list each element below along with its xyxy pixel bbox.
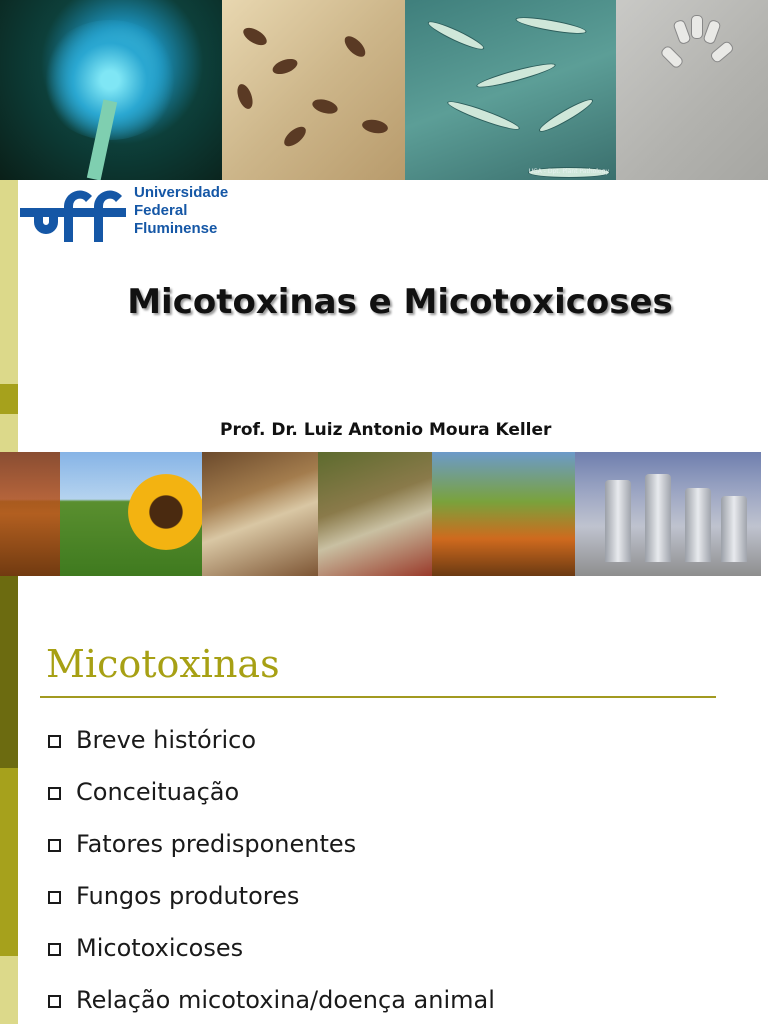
photo-credit: UGA - Dpt. Plant Pathology bbox=[528, 167, 610, 178]
list-item bbox=[46, 722, 495, 774]
alternaria-photo bbox=[222, 0, 405, 180]
topics-slide bbox=[0, 576, 768, 1024]
sunflower-field-photo bbox=[0, 452, 202, 576]
fungi-photo-strip bbox=[0, 0, 768, 180]
list-item bbox=[46, 878, 495, 930]
fusarium-photo bbox=[405, 0, 616, 180]
list-item bbox=[46, 774, 495, 826]
list-item-label: Relação micotoxina/doença animal bbox=[76, 986, 495, 1014]
square-bullet-icon bbox=[48, 787, 61, 800]
corn-photo bbox=[432, 452, 575, 576]
logo-line-3: Fluminense bbox=[134, 220, 218, 237]
uff-logo-text bbox=[134, 184, 228, 238]
square-bullet-icon bbox=[48, 891, 61, 904]
square-bullet-icon bbox=[48, 735, 61, 748]
grain-sacks-photo bbox=[202, 452, 318, 576]
square-bullet-icon bbox=[48, 943, 61, 956]
list-item bbox=[46, 930, 495, 982]
logo-line-1: Universidade bbox=[134, 184, 229, 201]
section-title: Micotoxinas bbox=[46, 642, 280, 686]
list-item-label: Conceituação bbox=[76, 778, 240, 806]
square-bullet-icon bbox=[48, 839, 61, 852]
sidebar-accent-2 bbox=[0, 576, 18, 1024]
topic-list bbox=[46, 722, 495, 1024]
title-divider bbox=[40, 696, 716, 698]
aspergillus-photo bbox=[0, 0, 222, 180]
slide-title: Micotoxinas e Micotoxicoses bbox=[127, 282, 673, 322]
list-item-label: Fatores predisponentes bbox=[76, 830, 357, 858]
silos-photo bbox=[575, 452, 761, 576]
list-item-label: Micotoxicoses bbox=[76, 934, 244, 962]
food-products-photo bbox=[318, 452, 432, 576]
list-item bbox=[46, 826, 495, 878]
penicillium-photo bbox=[616, 0, 768, 180]
list-item-label: Breve histórico bbox=[76, 726, 257, 754]
logo-line-2: Federal bbox=[134, 202, 188, 219]
square-bullet-icon bbox=[48, 995, 61, 1008]
list-item bbox=[46, 982, 495, 1024]
agriculture-photo-strip bbox=[0, 452, 768, 576]
author-name: Prof. Dr. Luiz Antonio Moura Keller bbox=[220, 420, 552, 440]
list-item-label: Fungos produtores bbox=[76, 882, 300, 910]
